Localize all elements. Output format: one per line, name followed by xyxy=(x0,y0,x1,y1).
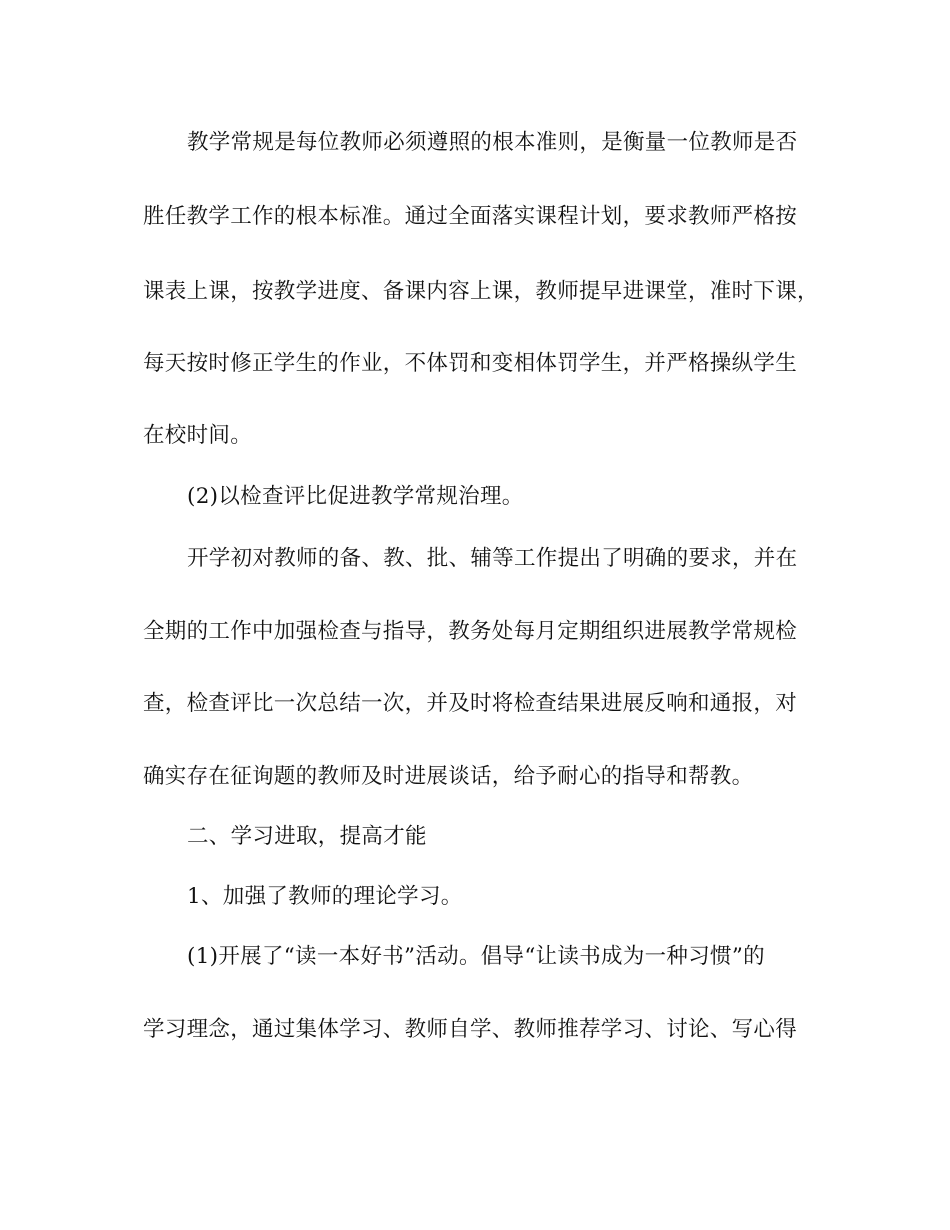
paragraph-line: 在校时间。 xyxy=(143,423,253,448)
paragraph-line: 开学初对教师的备、教、批、辅等工作提出了明确的要求，并在 xyxy=(187,546,798,571)
paragraph-line: 教学常规是每位教师必须遵照的根本准则，是衡量一位教师是否 xyxy=(187,130,798,155)
paragraph-line: 学习理念，通过集体学习、教师自学、教师推荐学习、讨论、写心得 xyxy=(143,1017,798,1042)
subsection-heading: 1、加强了教师的理论学习。 xyxy=(187,884,463,909)
section-heading: 二、学习进取，提高才能 xyxy=(187,824,427,849)
paragraph-line: 确实存在征询题的教师及时进展谈话，给予耐心的指导和帮教。 xyxy=(143,764,754,789)
paragraph-line: 课表上课，按教学进度、备课内容上课，教师提早进课堂，准时下课， xyxy=(143,279,819,304)
paragraph-line: 每天按时修正学生的作业，不体罚和变相体罚学生，并严格操纵学生 xyxy=(143,351,798,376)
paragraph-line: 全期的工作中加强检查与指导，教务处每月定期组织进展教学常规检 xyxy=(143,619,798,644)
paragraph-line: (2)以检查评比促进教学常规治理。 xyxy=(187,484,524,509)
paragraph-line: (1)开展了“读一本好书”活动。倡导“让读书成为一种习惯”的 xyxy=(187,944,765,969)
paragraph-line: 胜任教学工作的根本标准。通过全面落实课程计划，要求教师严格按 xyxy=(143,204,798,229)
paragraph-line: 查，检查评比一次总结一次，并及时将检查结果进展反响和通报，对 xyxy=(143,691,798,716)
